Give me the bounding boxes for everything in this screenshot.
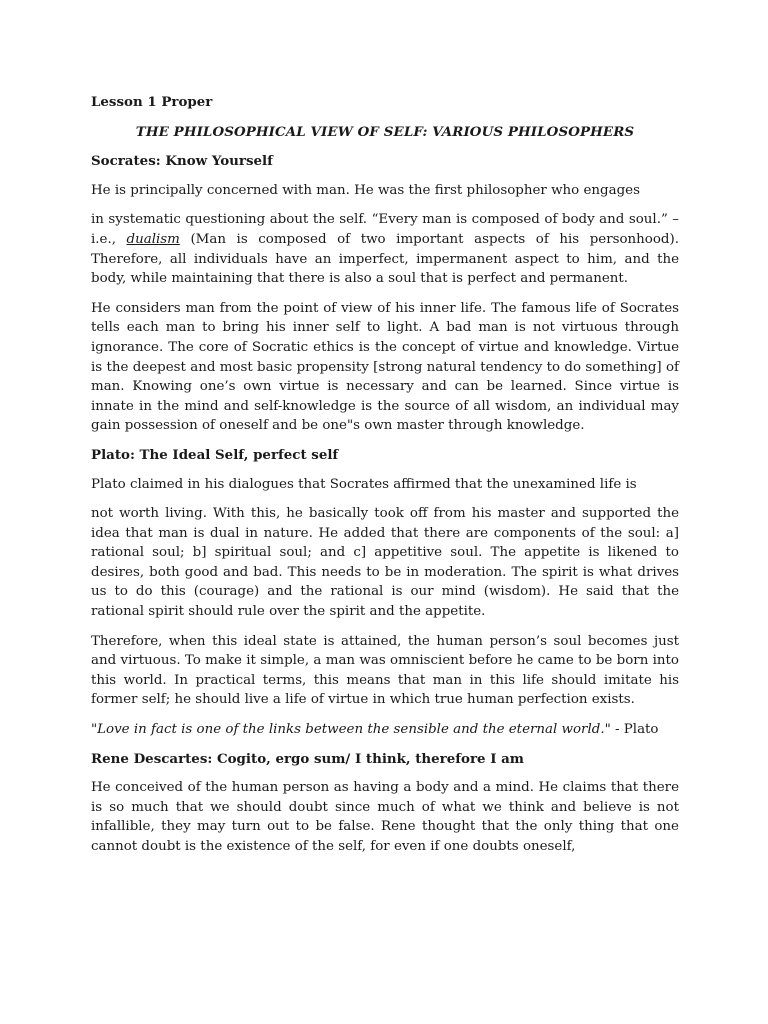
descartes-paragraph-1: He conceived of the human person as having a body and a mind. He claims that there is so much that we should doubt since much of what we think and believe is not infallible, they may turn out to be false. Rene thought that the only thing that one cannot doubt is the existence of the self, for even if one doubts oneself,	[91, 780, 679, 854]
socrates-paragraph-1-text-b: (Man is composed of two important aspects of his personhood). Therefore, all individuals have an imperfect, impermanent aspect to him, and the body, while maintaining that there is also a soul that is perfect and permanent.	[91, 231, 679, 287]
plato-paragraph-1-line-1: Plato claimed in his dialogues that Socrates affirmed that the unexamined life is	[91, 476, 637, 492]
lesson-label: Lesson 1 Proper	[91, 94, 213, 110]
socrates-paragraph-1-text-a: in systematic questioning about the self. “Every man is composed of body and soul.” – i.e.,	[91, 212, 679, 247]
plato-quote-text: "Love in fact is one of the links between the sensible and the eternal world."	[91, 722, 611, 738]
socrates-paragraph-1	[91, 210, 679, 288]
plato-paragraph-1: not worth living. With this, he basically took off from his master and supported the idea that man is dual in nature. He added that there are components of the soul: a] rational soul; b] spiritual soul; and c] appetitive soul. The appetite is likened to desires, both good and bad. This needs to be in moderation. The spirit is what drives us to do this (courage) and the rational is our mind (wisdom). He said that the rational spirit should rule over the spirit and the appetite.	[91, 506, 679, 620]
section-heading-socrates: Socrates: Know Yourself	[91, 153, 273, 170]
socrates-paragraph-2: He considers man from the point of view of his inner life. The famous life of Socrates tells each man to bring his inner self to light. A bad man is not virtuous through ignorance. The core of Socratic ethics is the concept of virtue and knowledge. Virtue is the deepest and most basic propensity [strong natural tendency to do something] of man. Knowing one’s own virtue is necessary and can be learned. Since virtue is innate in the mind and self-knowledge is the source of all wisdom, an individual may gain possession of oneself and be one"s own master through knowledge.	[91, 300, 679, 434]
page-title: THE PHILOSOPHICAL VIEW OF SELF: VARIOUS PHILOSOPHERS	[135, 123, 635, 140]
document-body	[91, 93, 679, 867]
plato-quote	[91, 720, 679, 740]
dualism-term: dualism	[126, 231, 180, 247]
socrates-paragraph-1-line-1: He is principally concerned with man. He was the first philosopher who engages	[91, 182, 640, 198]
section-heading-plato: Plato: The Ideal Self, perfect self	[91, 446, 339, 463]
plato-quote-author: - Plato	[610, 722, 659, 738]
section-heading-descartes: Rene Descartes: Cogito, ergo sum/ I think, therefore I am	[91, 750, 524, 767]
plato-paragraph-2: Therefore, when this ideal state is attained, the human person’s soul becomes just and virtuous. To make it simple, a man was omniscient before he came to be born into this world. In practical terms, this means that man in this life should imitate his former self; he should live a life of virtue in which true human perfection exists.	[91, 633, 679, 708]
